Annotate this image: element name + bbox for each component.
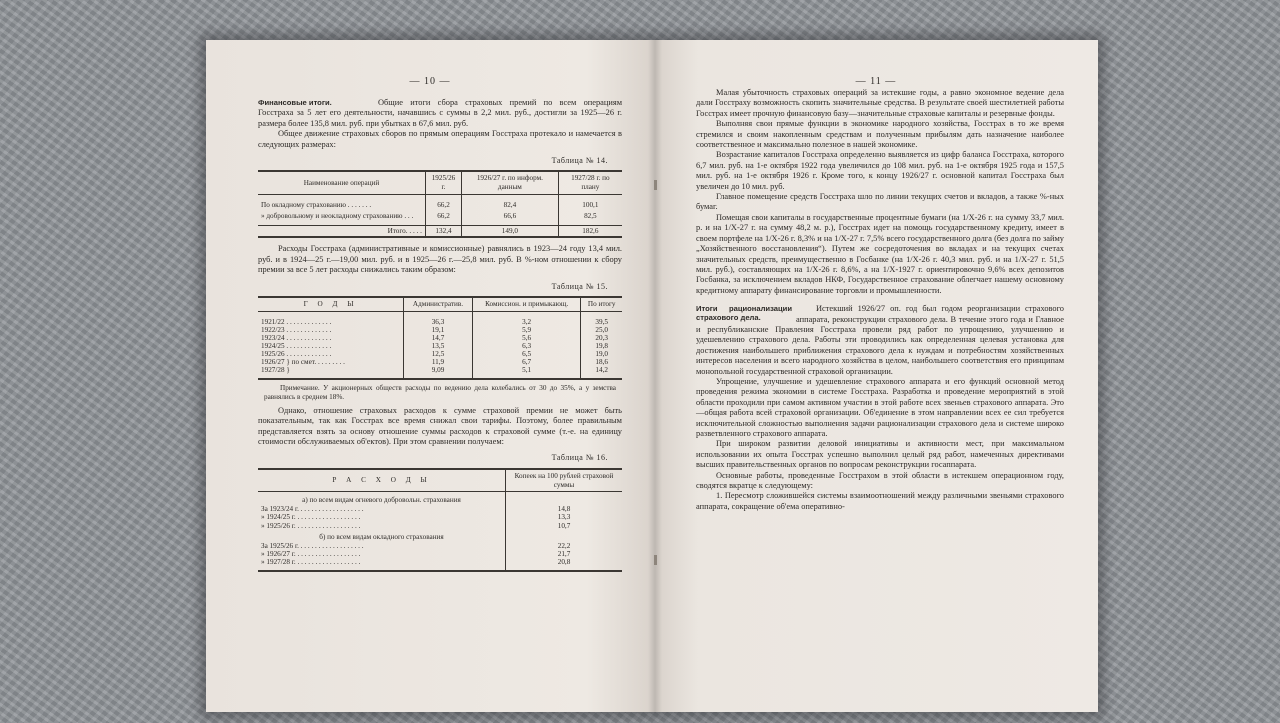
- table-cell: 1921/22 . . . . . . . . . . . . .: [261, 317, 332, 326]
- page-number-11: — 11 —: [855, 76, 897, 87]
- table-cell: 39,5: [595, 317, 608, 326]
- table-cell: 19,1: [431, 325, 445, 334]
- table-header: 1927/28 г. по плану: [558, 171, 622, 194]
- table-cell: 36,3: [431, 317, 445, 326]
- book-gutter: [648, 40, 662, 712]
- table-header: Комиссион. и примыкающ.: [472, 297, 581, 311]
- table-cell: 14,7: [431, 333, 445, 342]
- table-cell: 20,3: [595, 333, 608, 342]
- table-cell: 9,09: [431, 365, 445, 374]
- table-16: [258, 468, 622, 572]
- table-header: Наименование операций: [258, 171, 425, 194]
- staple: [654, 555, 657, 565]
- table-cell: 12,5: [431, 349, 445, 358]
- table-header: По итогу: [581, 297, 622, 311]
- table-cell: 66,2: [425, 211, 461, 225]
- table-cell: 13,3: [557, 513, 571, 522]
- side-heading-rationalization: Итоги рационализации страхового дела.: [696, 304, 792, 323]
- left-page: [206, 40, 654, 712]
- table-cell: По окладному страхованию . . . . . . .: [258, 195, 425, 211]
- table-cell: 1927/28 }: [261, 365, 290, 374]
- table-row: [258, 195, 622, 211]
- table-section-label: а) по всем видам огневого добровольн. страхования: [302, 496, 461, 505]
- table-header: Административ.: [404, 297, 473, 311]
- table-cell: 5,9: [522, 325, 532, 334]
- table-row: [258, 211, 622, 225]
- table-14-caption: Таблица № 14.: [551, 156, 608, 166]
- table-header: Копеек на 100 рублей страховой суммы: [506, 469, 622, 492]
- paragraph: Возрастание капиталов Госстраха определенно выявляется из цифр баланса Госстраха, которого 6,7 мил. руб. на 1-е октября 1922 года увеличился до 108 мил. руб. на 1-е октября 1925 года и 157,5 мил. руб. на 1-е октября 1926 г. Кроме того, к концу 1926/27 г. основной капитал Госстраха был увеличен до 10 мил. руб.: [696, 150, 1064, 191]
- table-section-label: б) по всем видам окладного страхования: [319, 533, 444, 542]
- table-16-caption: Таблица № 16.: [551, 453, 608, 463]
- table-cell: 14,8: [557, 504, 571, 513]
- side-heading-financial: Финансовые итоги.: [258, 98, 332, 107]
- table-cell: » 1925/26 г. . . . . . . . . . . . . . . . . . .: [261, 521, 361, 530]
- paragraph: 1. Пересмотр сложившейся системы взаимоотношений между различными звеньями страхового аппарата, сокращение об'ема оперативно-: [696, 491, 1064, 511]
- table-cell: 82,4: [462, 195, 559, 211]
- table-15-note: Примечание. У акционерных обществ расходы по ведению дела колебались от 30 до 35%, а у земства равнялись в среднем 18%.: [264, 383, 616, 401]
- table-cell: 19,8: [595, 341, 608, 350]
- table-cell: 82,5: [558, 211, 622, 225]
- table-header: Р А С Х О Д Ы: [258, 469, 506, 492]
- paragraph: Помещая свои капиталы в государственные процентные бумаги (на 1/X-26 г. на сумму 33,7 мил. р. и на 1/X-27 г. на сумму 48,2 м. р.), Госстрах идет на помощь государственному кредиту, имеет в своем портфеле на 1/X-26 г. 8,3% и на 1/X-27 г. 7,5% всего государственного долга (без долга по займу „Хозяйственного восстановления“). Путем же сосредоточения во вкладах и на текущих счетах значительных средств, преимущественно в Госбанке (на 1/X-26 г. 40,3 мил. руб. и на 1/X-27 г. 51,5 мил. руб.), составляющих на 1/X-26 г. 8,6%, а на 1/X-1927 г. ориентировочно 9,6% всех депозитов Госбанка, за исключением вкладов НКФ, Государственное страхование облегчает нашему основному кредитному аппарату финансирование торговли и промышленности.: [696, 212, 1064, 295]
- paragraph: Выполняя свои прямые функции в экономике народного хозяйства, Госстрах в то же время стремился и своим накопленным средствам и полученным прибылям дать назначение наиболее соответственное и максимально полезное в нашей экономике.: [696, 119, 1064, 150]
- paragraph: Малая убыточность страховых операций за истекшие годы, а равно экономное ведение дела дали Госстраху возможность скопить значительные средства. В результате своей шестилетней работы Госстрах имеет прочную финансовую базу—значительные страховые капиталы и резервные фонды.: [696, 88, 1064, 118]
- paragraph: Истекший 1926/27 оп. год был годом реорганизации страхового аппарата, реконструкции страхового дела. В течение этого года и Главное и республиканские Правления Госстраха провели ряд работ по упрощению, улучшению и удешевлению страхового дела. Работы эти проводились как определенная целевая установка для достижения наибольшего приближения страхового дела к нуждам и потребностям хозяйственных интересов населения и всего народного хозяйства в целом, наибольшего соответствия его принципам монопольной государственной страховой организации.: [696, 304, 1064, 376]
- table-row: [258, 492, 622, 571]
- table-cell: 6,7: [522, 357, 532, 366]
- table-cell: 11,9: [431, 357, 445, 366]
- paragraph: Главное помещение средств Госстраха шло по линии текущих счетов и вкладов, а также %-ных бумаг.: [696, 192, 1064, 212]
- paragraph: Расходы Госстраха (административные и комиссионные) равнялись в 1923—24 году 13,4 мил. руб. и в 1924—25 г.—19,00 мил. руб. и в 1925—26 г.—25,8 мил. руб. В %-ном отношении к сбору премии за все 5 лет расходы снижались таким образом:: [258, 244, 622, 275]
- table-cell: 6,3: [522, 341, 532, 350]
- table-15: [258, 296, 622, 380]
- table-header: 1925/26 г.: [425, 171, 461, 194]
- table-cell: 132,4: [425, 225, 461, 237]
- paragraph: Общие итоги сбора страховых премий по всем операциям Госстраха за 5 лет его деятельности, начавшись с суммы в 2,2 мил. руб., достигли за 1925—26 г. размера более 135,8 мил. руб. при убытках в 67,6 мил. руб.: [258, 98, 622, 128]
- table-cell: 3,2: [522, 317, 532, 326]
- paragraph: Основные работы, проведенные Госстрахом в этой области в истекшем операционном году, сводятся вкратце к следующему:: [696, 470, 1064, 491]
- paragraph: Общее движение страховых сборов по прямым операциям Госстраха протекало и намечается в следующих размерах:: [258, 129, 622, 149]
- table-cell: 25,0: [595, 325, 608, 334]
- table-cell: 1924/25 . . . . . . . . . . . . .: [261, 341, 332, 350]
- table-row: [258, 311, 622, 379]
- table-cell: 66,2: [425, 195, 461, 211]
- table-cell: 14,2: [595, 365, 608, 374]
- table-cell: 1926/27 } по смет. . . . . . . . .: [261, 357, 345, 366]
- table-cell: » 1927/28 г. . . . . . . . . . . . . . . . . . .: [261, 558, 361, 567]
- table-cell: Итого. . . . .: [258, 225, 425, 237]
- table-cell: 13,5: [431, 341, 445, 350]
- table-cell: 66,6: [462, 211, 559, 225]
- table-cell: » 1926/27 г. . . . . . . . . . . . . . . . . . .: [261, 549, 361, 558]
- table-cell: 6,5: [522, 349, 532, 358]
- table-header: 1926/27 г. по информ. данным: [462, 171, 559, 194]
- table-cell: 5,1: [522, 365, 532, 374]
- page-number-10: — 10 —: [409, 76, 451, 87]
- table-cell: 18,6: [595, 357, 608, 366]
- table-15-caption: Таблица № 15.: [551, 281, 608, 291]
- staple: [654, 180, 657, 190]
- paragraph: Однако, отношение страховых расходов к сумме страховой премии не может быть показательным, так как Госстрах все время снижал свои тарифы. Поэтому, более правильным представляется взять за основу отношение суммы расходов к страховой сумме (т.-е. на единицу стоимости обслуживаемых об'ектов). При этом сравнении получаем:: [258, 405, 622, 447]
- right-page: [654, 40, 1098, 712]
- table-cell: 1925/26 . . . . . . . . . . . . .: [261, 349, 332, 358]
- table-cell: 100,1: [558, 195, 622, 211]
- table-row-total: [258, 225, 622, 237]
- table-14: [258, 170, 622, 238]
- paragraph: При широком развитии деловой инициативы и активности мест, при максимальном использовании их опыта Госстрах успешно выполнил целый ряд работ, намеченных директивами высших правительственных органов по вопросам реконструкции госаппарата.: [696, 439, 1064, 470]
- table-header: Г О Д Ы: [258, 297, 404, 311]
- table-cell: 1923/24 . . . . . . . . . . . . .: [261, 333, 332, 342]
- table-cell: За 1923/24 г. . . . . . . . . . . . . . . . . . .: [261, 504, 364, 513]
- paragraph: Упрощение, улучшение и удешевление страхового аппарата и его функций основной метод проведения режима экономии в системе Госстраха. Разработка и проведение мероприятий в этой области проходили при самом активном участии в этой работе всех звеньев страхового аппарата. Это—общая работа всей страховой организации. Об'единение в этом направлении всех ее сил требуется исключительной сложностью выполнения задачи рационализации страхового дела и системе широко разветвленного страхового аппарата.: [696, 376, 1064, 438]
- table-cell: 182,6: [558, 225, 622, 237]
- table-cell: 21,7: [557, 549, 571, 558]
- table-cell: 20,8: [557, 558, 571, 567]
- table-cell: 149,0: [462, 225, 559, 237]
- table-cell: 10,7: [557, 521, 571, 530]
- table-cell: За 1925/26 г. . . . . . . . . . . . . . . . . . .: [261, 541, 364, 550]
- table-cell: » 1924/25 г. . . . . . . . . . . . . . . . . . .: [261, 513, 361, 522]
- left-page-content: [258, 98, 622, 572]
- table-cell: 5,6: [522, 333, 532, 342]
- table-cell: 1922/23 . . . . . . . . . . . . .: [261, 325, 332, 334]
- table-cell: 22,2: [557, 541, 571, 550]
- right-page-content: [696, 88, 1064, 512]
- table-cell: 19,0: [595, 349, 608, 358]
- table-cell: » добровольному и неокладному страхованию . . .: [258, 211, 425, 225]
